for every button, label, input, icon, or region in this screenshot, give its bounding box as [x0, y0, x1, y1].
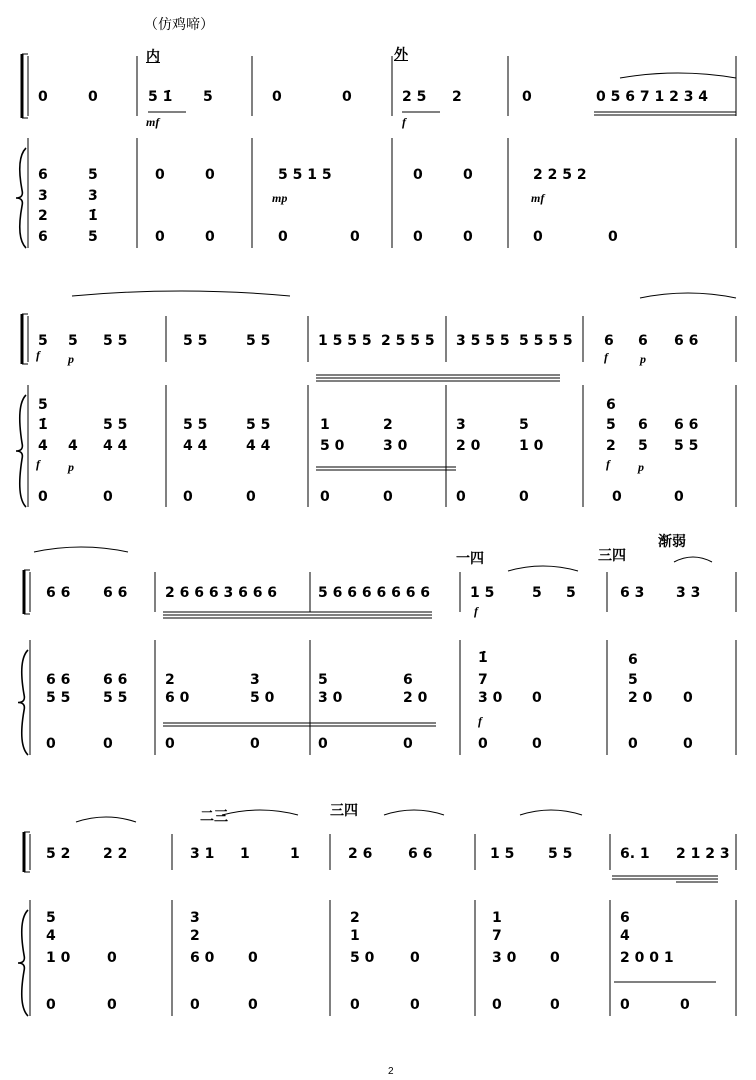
middle-staff-note: 1 0	[46, 950, 71, 966]
middle-staff-note: 6 6	[103, 672, 128, 688]
bass-staff-note: 0	[46, 997, 56, 1013]
page-number: 2	[388, 1066, 394, 1077]
bass-staff-note: 0	[383, 489, 393, 505]
middle-staff-note: 5 0	[250, 690, 275, 706]
bass-staff-note: 0	[248, 997, 258, 1013]
middle-staff-note: 2	[190, 928, 200, 944]
middle-staff-note: 4	[46, 928, 56, 944]
top-staff-note: 5	[68, 333, 78, 349]
middle-staff-note: 3	[250, 672, 260, 688]
middle-staff-note: 3	[38, 188, 48, 204]
bass-staff-note: 0	[674, 489, 684, 505]
top-staff-note: 6 6	[46, 585, 71, 601]
middle-staff-note: 6 6	[46, 672, 71, 688]
top-staff-note: 3 3	[676, 585, 701, 601]
bass-staff-note: 0	[403, 736, 413, 752]
middle-staff-note: 5 5	[103, 690, 128, 706]
middle-staff-note: 2	[38, 208, 48, 224]
bass-staff-note: 0	[46, 736, 56, 752]
top-staff-note: 0 5 6 7 1 2 3 4	[596, 89, 709, 105]
top-staff-note: 5 6 6 6 6 6 6 6	[318, 585, 431, 601]
dynamic-mf: mf	[531, 191, 545, 205]
middle-staff-note: 5	[88, 167, 98, 183]
top-staff-note: 6. 1	[620, 846, 650, 862]
top-staff-note: 3 1	[190, 846, 215, 862]
middle-staff-note: 1̇	[38, 417, 48, 433]
top-staff-note: 6	[604, 333, 614, 349]
middle-staff-note: 0	[155, 167, 165, 183]
middle-staff-note: 3 0	[492, 950, 517, 966]
middle-staff-note: 2 0	[628, 690, 653, 706]
top-staff-note: 5	[38, 333, 48, 349]
middle-staff-note: 7	[492, 928, 502, 944]
middle-staff-note: 5	[88, 229, 98, 245]
middle-staff-note: 3 0	[478, 690, 503, 706]
middle-staff-note: 0	[410, 950, 420, 966]
bass-staff-note: 0	[250, 736, 260, 752]
technique-diminuendo: 渐弱	[658, 534, 686, 550]
top-staff-note: 5	[532, 585, 542, 601]
middle-staff-note: 5	[318, 672, 328, 688]
technique-outer: 外	[394, 47, 408, 63]
bass-staff-note: 0	[320, 489, 330, 505]
middle-staff-note: 5	[519, 417, 529, 433]
bass-staff-note: 0	[155, 229, 165, 245]
bass-staff-note: 0	[103, 489, 113, 505]
top-staff-note: 5	[203, 89, 213, 105]
top-staff-note: 6 6	[103, 585, 128, 601]
middle-staff-note: 6 6	[674, 417, 699, 433]
middle-staff-note: 6	[620, 910, 630, 926]
middle-staff-note: 3	[456, 417, 466, 433]
middle-staff-note: 5	[628, 672, 638, 688]
bass-staff-note: 0	[318, 736, 328, 752]
middle-staff-note: 5 0	[350, 950, 375, 966]
middle-staff-note: 2 0 0 1	[620, 950, 674, 966]
technique-fret-34: 三四	[598, 548, 626, 564]
top-staff-note: 2 6	[348, 846, 373, 862]
middle-staff-note: 1̇	[88, 208, 98, 224]
middle-staff-note: 3	[190, 910, 200, 926]
middle-staff-note: 6	[403, 672, 413, 688]
bass-staff-note: 0	[278, 229, 288, 245]
dynamic-f: f	[604, 350, 608, 364]
bass-staff-note: 0	[519, 489, 529, 505]
middle-staff-note: 0	[248, 950, 258, 966]
bass-staff-note: 0	[628, 736, 638, 752]
middle-staff-note: 5	[606, 417, 616, 433]
dynamic-p: p	[68, 352, 74, 366]
middle-staff-note: 4	[68, 438, 78, 454]
dynamic-p: p	[640, 352, 646, 366]
dynamic-p: p	[638, 460, 644, 474]
top-staff-note: 0	[38, 89, 48, 105]
dynamic-mp: mp	[272, 191, 288, 205]
top-staff-note: 5 5	[548, 846, 573, 862]
dynamic-f: f	[36, 348, 40, 362]
top-staff-note: 2 5 5 5	[381, 333, 435, 349]
top-staff-note: 0	[522, 89, 532, 105]
middle-staff-note: 6	[628, 652, 638, 668]
middle-staff-note: 1	[492, 910, 502, 926]
top-staff-note: 1 5	[490, 846, 515, 862]
middle-staff-note: 2	[383, 417, 393, 433]
top-staff-note: 2	[452, 89, 462, 105]
dynamic-mf: mf	[146, 115, 160, 129]
middle-staff-note: 5	[638, 438, 648, 454]
dynamic-f: f	[402, 115, 406, 129]
bass-staff-note: 0	[620, 997, 630, 1013]
top-staff-note: 5 1̇	[148, 89, 173, 105]
top-staff-note: 5	[566, 585, 576, 601]
top-staff-note: 2 2	[103, 846, 128, 862]
middle-staff-note: 2 0	[403, 690, 428, 706]
top-staff-note: 2 1 2 3	[676, 846, 730, 862]
bass-staff-note: 0	[246, 489, 256, 505]
middle-staff-note: 0	[413, 167, 423, 183]
top-staff-note: 0	[272, 89, 282, 105]
technique-fret-14: 一四	[456, 551, 484, 567]
bass-staff-note: 0	[463, 229, 473, 245]
bass-staff-note: 0	[165, 736, 175, 752]
technique-inner: 内	[146, 49, 160, 65]
middle-staff-note: 2 0	[456, 438, 481, 454]
middle-staff-note: 4	[38, 438, 48, 454]
middle-staff-note: 6	[38, 229, 48, 245]
middle-staff-note: 0	[532, 690, 542, 706]
bass-staff-note: 0	[350, 229, 360, 245]
bass-staff-note: 0	[410, 997, 420, 1013]
middle-staff-note: 5	[38, 397, 48, 413]
bass-staff-note: 0	[205, 229, 215, 245]
bass-staff-note: 0	[350, 997, 360, 1013]
bass-staff-note: 0	[680, 997, 690, 1013]
middle-staff-note: 0	[683, 690, 693, 706]
bass-staff-note: 0	[183, 489, 193, 505]
bass-staff-note: 0	[533, 229, 543, 245]
middle-staff-note: 0	[550, 950, 560, 966]
middle-staff-note: 5 5	[183, 417, 208, 433]
middle-staff-note: 4 4	[183, 438, 208, 454]
top-staff-note: 2 6 6 6 3 6 6 6	[165, 585, 278, 601]
middle-staff-note: 5 5	[674, 438, 699, 454]
top-staff-note: 1 5 5 5	[318, 333, 372, 349]
middle-staff-note: 2	[165, 672, 175, 688]
top-staff-note: 5 5	[183, 333, 208, 349]
middle-staff-note: 1	[320, 417, 330, 433]
middle-staff-note: 5 5 1 5	[278, 167, 332, 183]
bass-staff-note: 0	[478, 736, 488, 752]
bass-staff-note: 0	[107, 997, 117, 1013]
middle-staff-note: 1 0	[519, 438, 544, 454]
middle-staff-note: 6 0	[190, 950, 215, 966]
top-staff-note: 6	[638, 333, 648, 349]
middle-staff-note: 1	[350, 928, 360, 944]
top-staff-note: 0	[88, 89, 98, 105]
bass-staff-note: 0	[103, 736, 113, 752]
middle-staff-note: 3	[88, 188, 98, 204]
middle-staff-note: 5 5	[46, 690, 71, 706]
middle-staff-note: 7	[478, 672, 488, 688]
top-staff-note: 1 5	[470, 585, 495, 601]
middle-staff-note: 1̇	[478, 650, 488, 666]
top-staff-note: 5 2	[46, 846, 71, 862]
middle-staff-note: 0	[463, 167, 473, 183]
top-staff-note: 5 5	[103, 333, 128, 349]
bass-staff-note: 0	[608, 229, 618, 245]
dynamic-f: f	[478, 714, 482, 728]
bass-staff-note: 0	[38, 489, 48, 505]
bass-staff-note: 0	[550, 997, 560, 1013]
bass-staff-note: 0	[532, 736, 542, 752]
middle-staff-note: 4	[620, 928, 630, 944]
middle-staff-note: 5 0	[320, 438, 345, 454]
top-staff-note: 6 6	[408, 846, 433, 862]
middle-staff-note: 0	[205, 167, 215, 183]
bass-staff-note: 0	[456, 489, 466, 505]
dynamic-f: f	[36, 457, 40, 471]
top-staff-note: 5 5 5 5	[519, 333, 573, 349]
middle-staff-note: 6 0	[165, 690, 190, 706]
top-staff-note: 5 5	[246, 333, 271, 349]
bass-staff-note: 0	[413, 229, 423, 245]
technique-fret-34b: 三四	[330, 803, 358, 819]
middle-staff-note: 6	[606, 397, 616, 413]
middle-staff-note: 4 4	[103, 438, 128, 454]
top-staff-note: 3 5 5 5	[456, 333, 510, 349]
middle-staff-note: 3 0	[318, 690, 343, 706]
top-staff-note: 6 6	[674, 333, 699, 349]
middle-staff-note: 4 4	[246, 438, 271, 454]
bass-staff-note: 0	[683, 736, 693, 752]
technique-fret-23: 二三	[200, 809, 228, 825]
top-staff-note: 1	[290, 846, 300, 862]
middle-staff-note: 6	[638, 417, 648, 433]
top-staff-note: 0	[342, 89, 352, 105]
middle-staff-note: 0	[107, 950, 117, 966]
middle-staff-note: 5	[46, 910, 56, 926]
middle-staff-note: 5 5	[246, 417, 271, 433]
top-staff-note: 2 5	[402, 89, 427, 105]
dynamic-f: f	[474, 604, 478, 618]
bass-staff-note: 0	[612, 489, 622, 505]
section-label: （仿鸡啼）	[144, 17, 214, 33]
top-staff-note: 6 3	[620, 585, 645, 601]
middle-staff-note: 2	[606, 438, 616, 454]
top-staff-note: 1	[240, 846, 250, 862]
dynamic-f: f	[606, 457, 610, 471]
middle-staff-note: 2 2 5 2	[533, 167, 587, 183]
middle-staff-note: 3 0	[383, 438, 408, 454]
middle-staff-note: 6	[38, 167, 48, 183]
bass-staff-note: 0	[492, 997, 502, 1013]
dynamic-p: p	[68, 460, 74, 474]
middle-staff-note: 5 5	[103, 417, 128, 433]
middle-staff-note: 2	[350, 910, 360, 926]
bass-staff-note: 0	[190, 997, 200, 1013]
